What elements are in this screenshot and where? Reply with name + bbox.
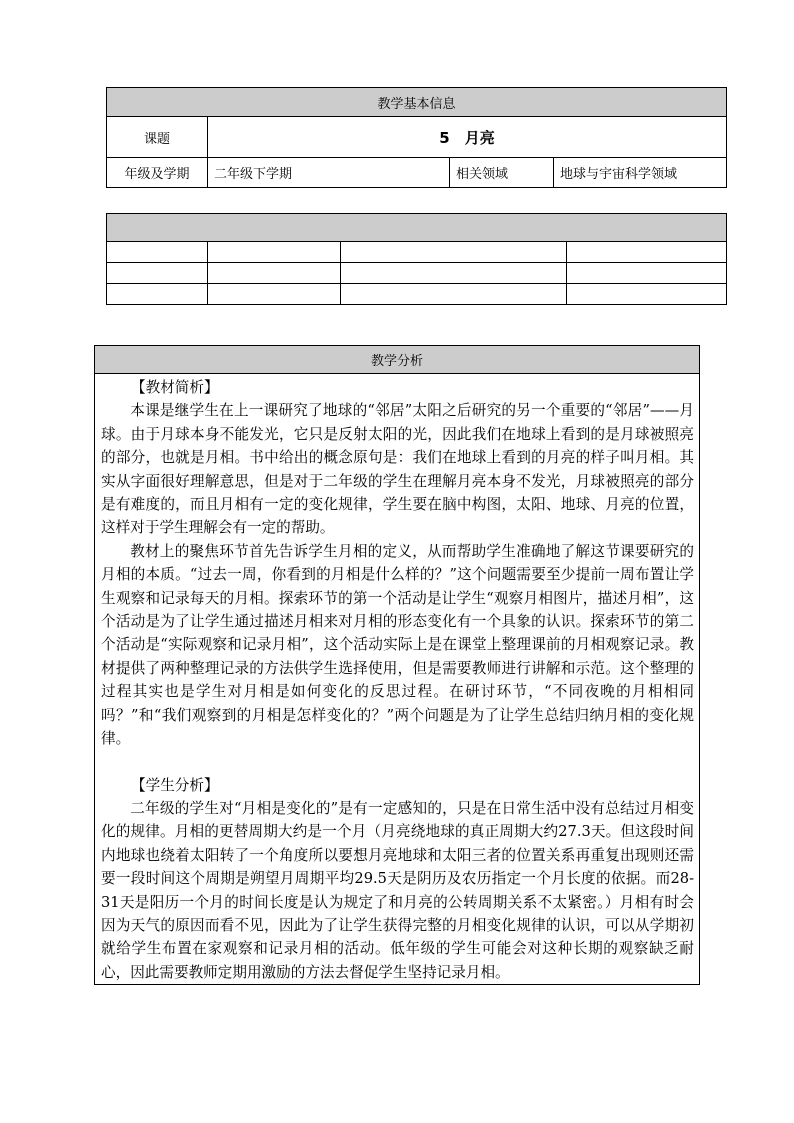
blank-cell bbox=[341, 284, 567, 305]
blank-cell bbox=[107, 263, 208, 284]
analysis-table bbox=[94, 345, 700, 985]
blank-cell bbox=[107, 284, 208, 305]
blank-cell bbox=[341, 242, 567, 263]
blank-cell bbox=[208, 263, 341, 284]
blank-cell bbox=[208, 284, 341, 305]
topic-label: 课题 bbox=[107, 117, 208, 158]
analysis-header: 教学分析 bbox=[95, 346, 700, 374]
blank-table-header bbox=[107, 214, 727, 242]
basic-info-header: 教学基本信息 bbox=[107, 88, 727, 117]
material-analysis-section bbox=[101, 376, 694, 751]
student-analysis-section bbox=[101, 774, 694, 985]
analysis-body bbox=[95, 374, 700, 985]
basic-info-table bbox=[106, 87, 727, 188]
paragraph: 教材上的聚焦环节首先告诉学生月相的定义，从而帮助学生准确地了解这节课要研究的月相的本质。“过去一周，你看到的月相是什么样的？”这个问题需要至少提前一周布置让学生观察和记录每天的月相。探索环节的第一个活动是让学生“观察月相图片，描述月相”，这个活动是为了让学生通过描述月相来对月相的形态变化有一个具象的认识。探索环节的第二个活动是“实际观察和记录月相”，这个活动实际上是在课堂上整理课前的月相观察记录。教材提供了两种整理记录的方法供学生选择使用，但是需要教师进行讲解和示范。这个整理的过程其实也是学生对月相是如何变化的反思过程。在研讨环节，“不同夜晚的月相相同吗？”和“我们观察到的月相是怎样变化的？”两个问题是为了让学生总结归纳月相的变化规律。 bbox=[101, 542, 694, 748]
topic-value: 5 月亮 bbox=[208, 117, 727, 158]
grade-label: 年级及学期 bbox=[107, 158, 208, 188]
field-value: 地球与宇宙科学领域 bbox=[554, 158, 727, 188]
blank-cell bbox=[567, 242, 727, 263]
blank-table bbox=[106, 213, 727, 305]
blank-cell bbox=[567, 263, 727, 284]
grade-value: 二年级下学期 bbox=[208, 158, 450, 188]
section-title: 【学生分析】 bbox=[131, 776, 219, 794]
blank-cell bbox=[208, 242, 341, 263]
paragraph: 二年级的学生对“月相是变化的”是有一定感知的，只是在日常生活中没有总结过月相变化的规律。月相的更替周期大约是一个月（月亮绕地球的真正周期大约27.3天。但这段时间内地球也绕着太阳转了一个角度所以要想月亮地球和太阳三者的位置关系再重复出现则还需要一段时间这个周期是朔望月周期平均29.5天是阴历及农历指定一个月长度的依据。而28-31天是阳历一个月的时间长度是认为规定了和月亮的公转周期关系不太紧密。）月相有时会因为天气的原因而看不见，因此为了让学生获得完整的月相变化规律的认识，可以从学期初就给学生布置在家观察和记录月相的活动。低年级的学生可能会对这种长期的观察缺乏耐心，因此需要教师定期用激励的方法去督促学生坚持记录月相。 bbox=[101, 799, 694, 981]
paragraph: 本课是继学生在上一课研究了地球的“邻居”太阳之后研究的另一个重要的“邻居”——月球。由于月球本身不能发光，它只是反射太阳的光，因此我们在地球上看到的是月球被照亮的部分，也就是月相。书中给出的概念原句是：我们在地球上看到的月亮的样子叫月相。其实从字面很好理解意思，但是对于二年级的学生在理解月亮本身不发光，月球被照亮的部分是有难度的，而且月相有一定的变化规律，学生要在脑中构图，太阳、地球、月亮的位置，这样对于学生理解会有一定的帮助。 bbox=[101, 402, 694, 537]
blank-cell bbox=[567, 284, 727, 305]
field-label: 相关领域 bbox=[450, 158, 554, 188]
blank-cell bbox=[341, 263, 567, 284]
blank-cell bbox=[107, 242, 208, 263]
section-title: 【教材简析】 bbox=[131, 379, 219, 396]
